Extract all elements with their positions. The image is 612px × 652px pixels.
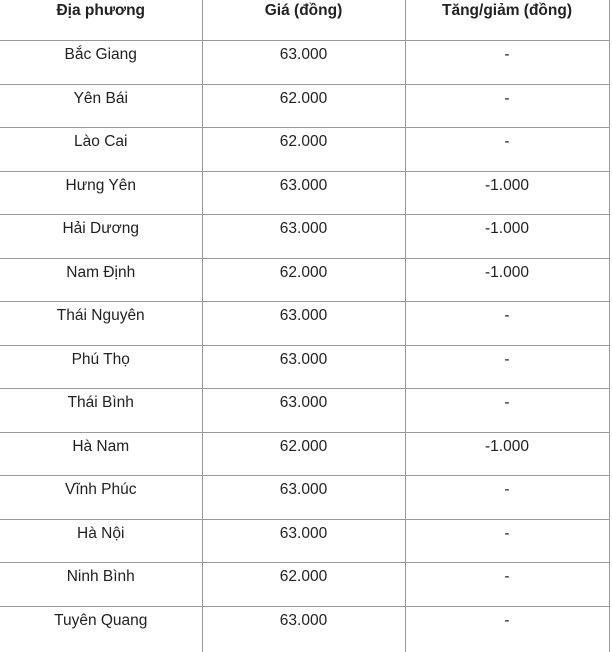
cell-locality: Hải Dương (0, 215, 202, 259)
cell-price: 62.000 (202, 432, 405, 476)
header-row (0, 0, 609, 41)
cell-price: 63.000 (202, 215, 405, 259)
table-row (0, 84, 609, 128)
cell-price: 63.000 (202, 606, 405, 652)
cell-locality: Yên Bái (0, 84, 202, 128)
table-row (0, 215, 609, 259)
cell-locality: Ninh Bình (0, 563, 202, 607)
table-row (0, 258, 609, 302)
cell-price: 63.000 (202, 41, 405, 85)
cell-change: - (405, 84, 609, 128)
cell-locality: Bắc Giang (0, 41, 202, 85)
cell-change: -1.000 (405, 215, 609, 259)
cell-locality: Phú Thọ (0, 345, 202, 389)
cell-price: 62.000 (202, 258, 405, 302)
cell-change: - (405, 563, 609, 607)
header-locality: Địa phương (0, 0, 202, 41)
cell-locality: Thái Bình (0, 389, 202, 433)
header-price: Giá (đồng) (202, 0, 405, 41)
cell-price: 63.000 (202, 302, 405, 346)
cell-change: -1.000 (405, 258, 609, 302)
table-row (0, 345, 609, 389)
cell-change: - (405, 476, 609, 520)
table-row (0, 563, 609, 607)
cell-price: 63.000 (202, 389, 405, 433)
cell-change: -1.000 (405, 171, 609, 215)
table-row (0, 432, 609, 476)
cell-change: - (405, 345, 609, 389)
table-row (0, 519, 609, 563)
cell-price: 62.000 (202, 563, 405, 607)
table-row (0, 389, 609, 433)
header-change: Tăng/giảm (đồng) (405, 0, 609, 41)
cell-price: 62.000 (202, 84, 405, 128)
cell-locality: Vĩnh Phúc (0, 476, 202, 520)
cell-change: - (405, 41, 609, 85)
cell-locality: Lào Cai (0, 128, 202, 172)
cell-price: 62.000 (202, 128, 405, 172)
cell-locality: Hà Nội (0, 519, 202, 563)
cell-change: - (405, 606, 609, 652)
table-row (0, 128, 609, 172)
cell-change: - (405, 128, 609, 172)
cell-locality: Thái Nguyên (0, 302, 202, 346)
table-row (0, 302, 609, 346)
cell-change: - (405, 389, 609, 433)
cell-change: -1.000 (405, 432, 609, 476)
cell-price: 63.000 (202, 519, 405, 563)
cell-locality: Hà Nam (0, 432, 202, 476)
cell-price: 63.000 (202, 171, 405, 215)
cell-locality: Nam Định (0, 258, 202, 302)
table-row (0, 41, 609, 85)
cell-locality: Hưng Yên (0, 171, 202, 215)
table-row (0, 476, 609, 520)
cell-price: 63.000 (202, 476, 405, 520)
table-row (0, 171, 609, 215)
cell-change: - (405, 519, 609, 563)
cell-price: 63.000 (202, 345, 405, 389)
cell-locality: Tuyên Quang (0, 606, 202, 652)
table-row (0, 606, 609, 652)
cell-change: - (405, 302, 609, 346)
